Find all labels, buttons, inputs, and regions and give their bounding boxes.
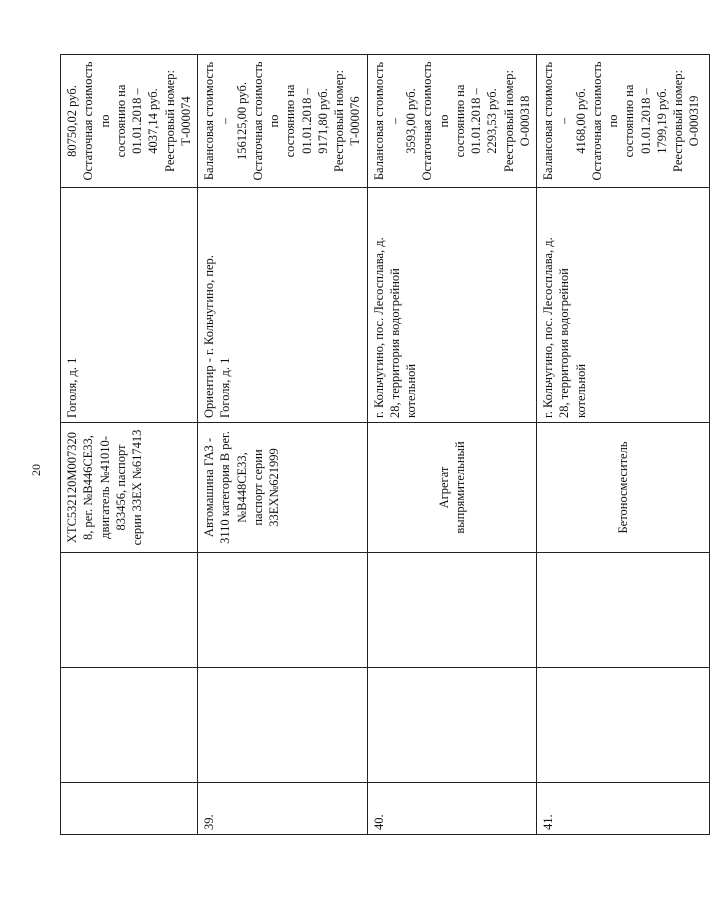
item-name-cell — [537, 423, 710, 553]
empty-cell — [198, 668, 368, 783]
item-name-line: ХТС532120М007320 — [65, 431, 79, 544]
value-line: О-000319 — [687, 95, 702, 147]
table-row — [537, 55, 710, 835]
item-name-line: №В448СЕ33, — [234, 452, 249, 523]
address-cell — [367, 188, 537, 423]
value-line: 2293,53 руб. — [485, 88, 500, 154]
address-cell — [61, 188, 198, 423]
address-line: г. Кольчугино, пос. Лесосплава, д. — [371, 237, 386, 418]
table-row — [367, 55, 537, 835]
table-row — [61, 55, 198, 835]
item-name-line: выпрямительный — [452, 441, 467, 534]
row-number-cell: 39. — [198, 783, 368, 835]
address-line: 28, территория водогрейной — [557, 268, 572, 418]
value-line: состоянию на 01.01.2018 – — [283, 84, 314, 158]
value-line: 80750,02 руб. — [65, 85, 79, 157]
value-line: 156125,00 руб. — [234, 82, 249, 160]
address-line: котельной — [404, 363, 418, 418]
item-name-line: Автомашина ГАЗ - — [202, 437, 216, 538]
empty-cell — [198, 553, 368, 668]
item-name-cell — [367, 423, 537, 553]
address-cell — [537, 188, 710, 423]
value-line: Реестровый номер: — [162, 70, 177, 172]
table-row — [198, 55, 368, 835]
value-cell — [367, 55, 537, 188]
address-line: Гоголя, д. 1 — [218, 357, 233, 418]
empty-cell — [367, 553, 537, 668]
value-line: 4037,14 руб. — [146, 88, 161, 154]
address-cell — [198, 188, 368, 423]
value-line: Остаточная стоимость по — [589, 61, 620, 181]
value-line: 3593,00 руб. — [404, 88, 418, 154]
item-name-line: 8, рег. №В446СЕ33, — [81, 435, 96, 540]
value-line: 9171,80 руб. — [315, 88, 330, 154]
value-line: Остаточная стоимость по — [250, 61, 281, 181]
item-name-line: 833456, паспорт — [113, 444, 128, 531]
property-table — [60, 54, 710, 835]
address-line: Ориентир - г. Кольчугино, пер. — [202, 255, 216, 418]
value-line: 4168,00 руб. — [573, 88, 588, 154]
item-name-line: паспорт серии — [250, 449, 265, 526]
empty-cell — [537, 553, 710, 668]
value-line: Т-000076 — [348, 96, 363, 146]
rotated-table-container — [60, 55, 702, 835]
value-line: состоянию на 01.01.2018 – — [452, 84, 483, 158]
empty-cell — [61, 668, 198, 783]
row-number-cell — [61, 783, 198, 835]
page-number: 20 — [29, 464, 43, 476]
address-line: котельной — [573, 363, 588, 418]
item-name-line: 3110 категория В рег. — [218, 431, 233, 544]
item-name-line: серии 33ЕХ №617413 — [130, 429, 144, 546]
value-line: состоянию на 01.01.2018 – — [113, 84, 144, 158]
address-line: г. Кольчугино, пос. Лесосплава, д. — [541, 237, 555, 418]
row-number-cell: 41. — [537, 783, 710, 835]
value-line: Т-000074 — [178, 96, 193, 146]
value-line: Балансовая стоимость – — [202, 61, 233, 181]
value-line: Балансовая стоимость – — [371, 61, 402, 181]
item-name-line: двигатель №41010- — [97, 436, 112, 539]
value-line: Балансовая стоимость – — [541, 61, 572, 181]
value-line: Реестровый номер: — [501, 70, 516, 172]
item-name-line: Агрегат — [436, 466, 451, 509]
item-name-line: Бетоносмеситель — [615, 441, 630, 534]
empty-cell — [61, 553, 198, 668]
value-line: Остаточная стоимость по — [420, 61, 451, 181]
item-name-line: 33ЕХ№621999 — [267, 448, 281, 527]
empty-cell — [367, 668, 537, 783]
empty-cell — [537, 668, 710, 783]
item-name-cell — [198, 423, 368, 553]
value-line: Реестровый номер: — [332, 70, 346, 172]
value-line: Остаточная стоимость по — [81, 61, 112, 181]
item-name-cell — [61, 423, 198, 553]
value-cell — [198, 55, 368, 188]
value-line: 1799,19 руб. — [654, 88, 669, 154]
value-line: О-000318 — [517, 95, 532, 147]
value-cell — [537, 55, 710, 188]
row-number-cell: 40. — [367, 783, 537, 835]
address-line: Гоголя, д. 1 — [65, 357, 79, 418]
value-line: Реестровый номер: — [671, 70, 685, 172]
value-line: состоянию на 01.01.2018 – — [622, 84, 653, 158]
address-line: 28, территория водогрейной — [387, 268, 402, 418]
value-cell — [61, 55, 198, 188]
